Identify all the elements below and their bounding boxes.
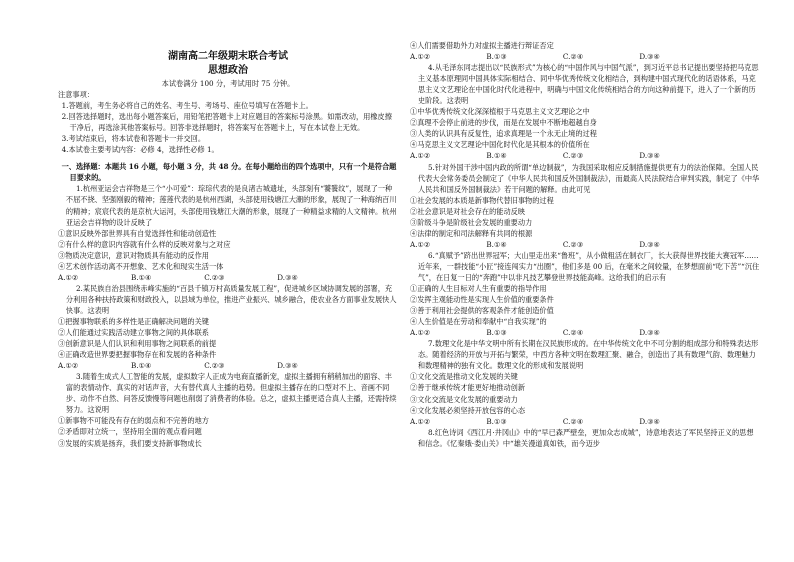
notes-item: 1.答题前，考生务必将自己的姓名、考生号、考场号、座位号填写在答题卡上。 — [61, 101, 313, 111]
notes-item: 4.本试卷主要考试内容：必修 4，选择性必修 1。 — [61, 145, 219, 155]
question-6-stem: 6.“真赋予”跻出世界冠军；大山里走出来“鲁班”，从小做粗活在制衣厂，长大获得世界技能大赛冠军……近年来，一群技能“小匠”接连闯实力“出圈”，他们多是 00 后，在毫米之间较量，在梦想面前“吃下苦”“沉住气”，在日复一日的“奔跑”中以非凡技艺攀登世界技能高峰。这给我们的启示有 — [417, 250, 760, 282]
question-5-choices — [410, 239, 760, 250]
choice-b: B.①③ — [486, 328, 507, 338]
notes-item: 2.回答选择题时，选出每小题答案后，用铅笔把答题卡上对应题目的答案标号涂黑。如需改动，用橡皮擦干净后，再选涂其他答案标号。回答非选择题时，将答案写在答题卡上，写在本试卷上无效。 — [61, 112, 392, 133]
choice-b: B.①④ — [131, 361, 152, 371]
question-5-option: ④法律的制定和司法解释有共同的根源 — [410, 228, 533, 238]
choice-a: A.①② — [410, 416, 431, 426]
question-7-option: ③文化交流是文化发展的重要动力 — [410, 394, 518, 404]
choice-c: C.②③ — [204, 361, 225, 371]
choice-a: A.①② — [410, 151, 431, 161]
choice-a: A.①② — [410, 239, 431, 249]
choice-a: A.①② — [58, 272, 79, 282]
question-1-option: ④艺术创作活动离不开想象、艺术化和现实生活一体 — [58, 261, 224, 271]
question-4-stem: 4.从毛泽东同志提出以“民族形式”为核心的“中国作风与中国气派”，到习近平总书记提出要坚持把马克思主义基本原理同中国具体实际相结合、同中华优秀传统文化相结合，到构建中国式现代化的话语体系，马克思主义文艺理论在中国化时代化进程中，明确与中国文化传统相结合的方向这种前提下，进入了一个新的历史阶段。这表明 — [417, 63, 759, 106]
choice-d: D.③④ — [639, 416, 660, 426]
question-4-option: ③人类的认识具有反复性，追求真理是一个永无止境的过程 — [410, 129, 597, 139]
question-3-option: ①新事物不可能没有存在的弱点和不完善的地方 — [58, 416, 209, 426]
question-5-option: ①社会发展的本质是新事物代替旧事物的过程 — [410, 195, 554, 205]
choice-b: B.①④ — [486, 239, 507, 249]
question-6-option: ④人生价值是在劳动和奉献中“自我实现”的 — [410, 317, 547, 327]
choice-b: B.①③ — [486, 52, 507, 62]
question-3-option: ④人们需要借助外力对虚拟主播进行辩证否定 — [410, 41, 554, 50]
question-1-option: ①意识反映外部世界具有自觉选择性和能动创造性 — [58, 228, 217, 238]
question-7-choices — [410, 416, 760, 427]
question-1-option: ②有什么样的意识内容就有什么样的反映对象与之对应 — [58, 239, 231, 249]
question-2-option: ④正确改造世界要把握事物存在和发展的各种条件 — [58, 350, 217, 360]
section-heading: 一、选择题：本题共 16 小题，每小题 3 分，共 48 分。在每小题给出的四个选项中，只有一个是符合题目要求的。 — [61, 162, 397, 183]
question-5-option: ②社会意识是对社会存在的能动反映 — [410, 206, 526, 216]
choice-b: B.①③ — [486, 416, 507, 426]
question-3-choices — [410, 51, 760, 62]
question-7-option: ④文化发展必须坚持开放包容的心态 — [410, 405, 526, 415]
question-6-option: ③善于利用社会提供的客观条件才能创造价值 — [410, 306, 554, 316]
question-4-choices — [410, 150, 760, 161]
question-7-option: ①文化交流是推动文化发展的关键 — [410, 372, 518, 382]
right-column — [410, 40, 760, 449]
choice-a: A.①② — [58, 361, 79, 371]
question-3-stem: 3.随着生成式人工智能的发展，虚拟数字人正成为电商直播新宠，虚拟主播拥有稍稍加出的面容、丰富的表情动作、真实的对话声音，大有替代真人主播的趋势。但虚拟主播存在的口型对不上、音画不同步、动作不自然、问答反馈慢等问题也削弱了消费者的体验。总之，虚拟主播更适合真人主播，还需持续努力。这说明 — [65, 372, 397, 415]
choice-c: C.②④ — [562, 52, 584, 62]
notes-item: 3.考试结束后，将本试卷和答题卡一并交回。 — [61, 134, 206, 144]
left-column — [58, 0, 398, 449]
choice-d: D.③④ — [639, 52, 660, 62]
choice-d: D.③④ — [639, 239, 660, 249]
question-5-option: ③阶级斗争是阶级社会发展的重要动力 — [410, 217, 533, 227]
question-4-option: ④马克思主义文艺理论中国化时代化是其根本的价值所在 — [410, 140, 590, 150]
question-4-option: ①中华优秀传统文化深深植根于马克思主义文艺理论之中 — [410, 107, 590, 117]
question-3-option: ②矛盾即对立统一，坚持用全面的观点看问题 — [58, 427, 202, 437]
question-1-option: ③物质决定意识，意识对物质具有能动的反作用 — [58, 250, 209, 260]
choice-c: C.②③ — [562, 151, 584, 161]
choice-a: A.①② — [410, 328, 431, 338]
question-6-option: ①正确的人生目标对人生有重要的指导作用 — [410, 284, 547, 294]
choice-d: D.③④ — [277, 272, 298, 282]
choice-c: C.②③ — [204, 272, 225, 282]
question-7-stem: 7.数理文化是中华文明中所有长期在汉民族形成的。在中华传统文化中不可分割的组成部分和特殊表达形态。随着经济的开放与开拓与繁荣，中西方各种文明在数理汇聚、融合，创造出了具有数理气韵、数理魅力和数理精神的独有文化。数理文化的形成和发展说明 — [417, 339, 759, 371]
question-2-stem: 2.某民族自治县围绕赤峰实施的“百县千镇万村高质量发展工程”，促进城乡区域协调发展的部署，充分利用各种扶持政策和财政投入，以县域为单位，推进产业振兴、城乡融合，使农业各方面事业发展快人快事。这表明 — [65, 283, 397, 315]
question-4-option: ②真理不会停止前进的步伐，而是在发展中不断地超越自身 — [410, 118, 597, 128]
question-7-option: ②善于继承传统才能更好地推动创新 — [410, 383, 526, 393]
choice-b: B.①④ — [486, 151, 507, 161]
exam-meta: 本试卷满分 100 分，考试用时 75 分钟。 — [161, 79, 295, 88]
question-5-stem: 5.针对外国干涉中国内政的所谓“单边制裁”，为我国采取相应反制措施提供更有力的法治保障。全国人民代表大会常务委员会制定了《中华人民共和国反外国制裁法》，而最高人民法院结合审判实践，制定了《中华人民共和国反外国制裁法》若干问题的解释。由此可见 — [417, 162, 760, 194]
choice-c: C.②③ — [562, 239, 584, 249]
question-1-stem: 1.杭州亚运会吉祥物是三个“小可爱”：琮琮代表的是良渚古城遗址，头部刻有“饕餮纹”，展现了一种不屈不挠、坚强刚毅的精神；莲莲代表的是杭州西湖，头部使用钱塘江大潮的形象，展现了一种海纳百川的精神；宸宸代表的是京杭大运河，头部使用钱塘江大潮的形象，展现了一种精益求精的人文精神。杭州亚运会吉祥物的设计反映了 — [65, 184, 397, 227]
choice-d: D.③④ — [639, 151, 660, 161]
choice-d: D.③④ — [277, 361, 298, 371]
question-6-choices — [410, 327, 760, 338]
choice-c: C.②④ — [562, 328, 584, 338]
question-2-option: ②人们能通过实践活动建立事物之间的具体联系 — [58, 328, 209, 338]
question-2-option: ③创新意识是人们认识和利用事物之间联系的前提 — [58, 339, 217, 349]
choice-d: D.③④ — [639, 328, 660, 338]
question-8-stem: 8.红色诗词《西江月·井冈山》中的“早已森严壁垒，更加众志成城”，诗意地表达了军民坚持正义的思想和信念。《忆秦娥·娄山关》中“雄关漫道真如铁，而今迈步 — [417, 427, 754, 448]
question-2-option: ①把握事物联系的多样性是正确解决问题的关键 — [58, 316, 209, 326]
question-2-choices — [58, 360, 398, 371]
notes-heading: 注意事项： — [58, 90, 94, 100]
exam-subject: 思想政治 — [208, 65, 248, 76]
question-1-choices — [58, 272, 398, 283]
question-3-option: ③发展的实质是扬弃，我们要支持新事物成长 — [58, 438, 202, 448]
choice-b: B.①④ — [131, 272, 152, 282]
exam-title: 湖南高二年级期末联合考试 — [168, 51, 288, 62]
choice-c: C.②④ — [562, 416, 584, 426]
choice-a: A.①② — [410, 52, 431, 62]
question-6-option: ②发挥主观能动性是实现人生价值的重要条件 — [410, 295, 554, 305]
